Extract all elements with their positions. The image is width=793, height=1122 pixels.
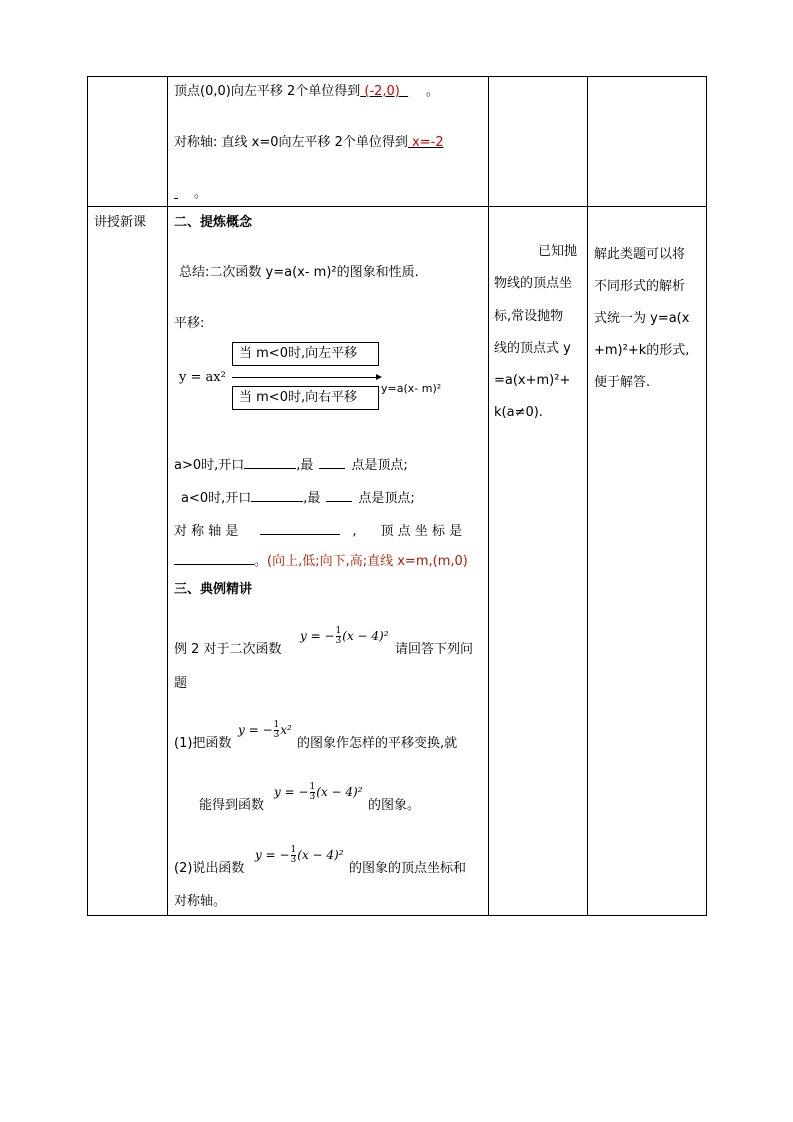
property-positive-a: a>0时,开口 ,最 点是顶点; (174, 458, 408, 473)
table-border-bottom (87, 915, 707, 916)
question-1-line2-post: 的图象。 (368, 798, 421, 813)
question-1-formula-b: y = − $\frac{1}{3}$ (x − 4)² (274, 782, 363, 802)
col4-line-3: 式统一为 y=a(x (594, 311, 690, 326)
table-border-left (87, 76, 88, 916)
blank-extreme-up[interactable] (319, 456, 345, 469)
blank-opening-up[interactable] (244, 456, 296, 469)
section-title-concept: 二、提炼概念 (174, 215, 253, 230)
col3-line-3: 标,常设抛物 (494, 309, 564, 324)
formula-right: y=a(x- m)² (381, 382, 442, 395)
section-title-examples: 三、典例精讲 (174, 582, 253, 597)
example-2-intro: 例 2 对于二次函数 (174, 642, 282, 657)
blank-vertex[interactable] (174, 552, 254, 565)
axis-shift-line-end: 。 (194, 186, 208, 201)
question-1-formula-a: y = − $\frac{1}{3}$ x² (238, 720, 292, 740)
table-row-divider (87, 206, 707, 207)
property-negative-a: a<0时,开口 ,最 点是顶点; (181, 491, 415, 506)
col3-line-4: 线的顶点式 y (494, 341, 571, 356)
vertex-shift-line: 顶点(0,0)向左平移 2个单位得到 (-2,0) 。 (174, 84, 440, 99)
table-divider-1 (167, 76, 168, 916)
col3-line-2: 物线的顶点坐 (494, 276, 573, 291)
col3-line-1: 已知抛 (538, 244, 578, 259)
axis-shift-answer: x=-2 (407, 135, 444, 150)
example-2-formula: y = − $\frac{1}{3}$ (x − 4)² (300, 626, 389, 646)
answer-key-text: (向上,低;向下,高;直线 x=m,(m,0) (267, 554, 468, 569)
question-2-pre: (2)说出函数 (174, 861, 245, 876)
question-2-line2: 对称轴。 (174, 894, 227, 909)
question-1-line2-pre: 能得到函数 (199, 798, 265, 813)
table-divider-3 (587, 76, 588, 916)
vertex-shift-answer: (-2,0) (360, 84, 405, 99)
box-shift-right: 当 m<0时,向右平移 (232, 386, 379, 410)
col4-line-5: 便于解答. (594, 375, 651, 390)
question-1-post: 的图象作怎样的平移变换,就 (297, 736, 458, 751)
table-divider-2 (488, 76, 489, 916)
shift-arrow-line (232, 377, 377, 378)
box-shift-left: 当 m<0时,向左平移 (232, 342, 379, 366)
col4-line-4: +m)²+k的形式, (594, 343, 690, 358)
shift-arrow-head (376, 374, 382, 380)
question-2-formula: y = − $\frac{1}{3}$ (x − 4)² (255, 845, 344, 865)
col3-line-5: =a(x+m)²+ (494, 373, 571, 388)
stage-label: 讲授新课 (94, 215, 147, 230)
blank-axis[interactable] (260, 522, 340, 535)
formula-left: y = ax² (179, 370, 226, 385)
lesson-table (87, 76, 707, 916)
question-2-post: 的图象的顶点坐标和 (349, 861, 467, 876)
axis-vertex-line: 对 称 轴 是 , 顶 点 坐 标 是 (174, 524, 463, 539)
col4-line-1: 解此类题可以将 (594, 247, 686, 262)
col4-line-2: 不同形式的解析 (594, 279, 686, 294)
example-2-intro-line2: 题 (174, 676, 188, 691)
translate-label: 平移: (174, 316, 205, 331)
answer-line: 。(向上,低;向下,高;直线 x=m,(m,0) (174, 552, 468, 570)
summary-text: 总结:二次函数 y=a(x- m)²的图象和性质. (179, 265, 419, 280)
table-border-right (706, 76, 707, 916)
table-border-top (87, 76, 707, 77)
col3-line-6: k(a≠0). (494, 405, 543, 420)
blank-opening-down[interactable] (251, 489, 303, 502)
blank-extreme-down[interactable] (326, 489, 352, 502)
axis-shift-line: 对称轴: 直线 x=0向左平移 2个单位得到 x=-2 (174, 135, 444, 150)
example-2-intro-tail: 请回答下列问 (395, 642, 474, 657)
question-1-pre: (1)把函数 (174, 736, 232, 751)
